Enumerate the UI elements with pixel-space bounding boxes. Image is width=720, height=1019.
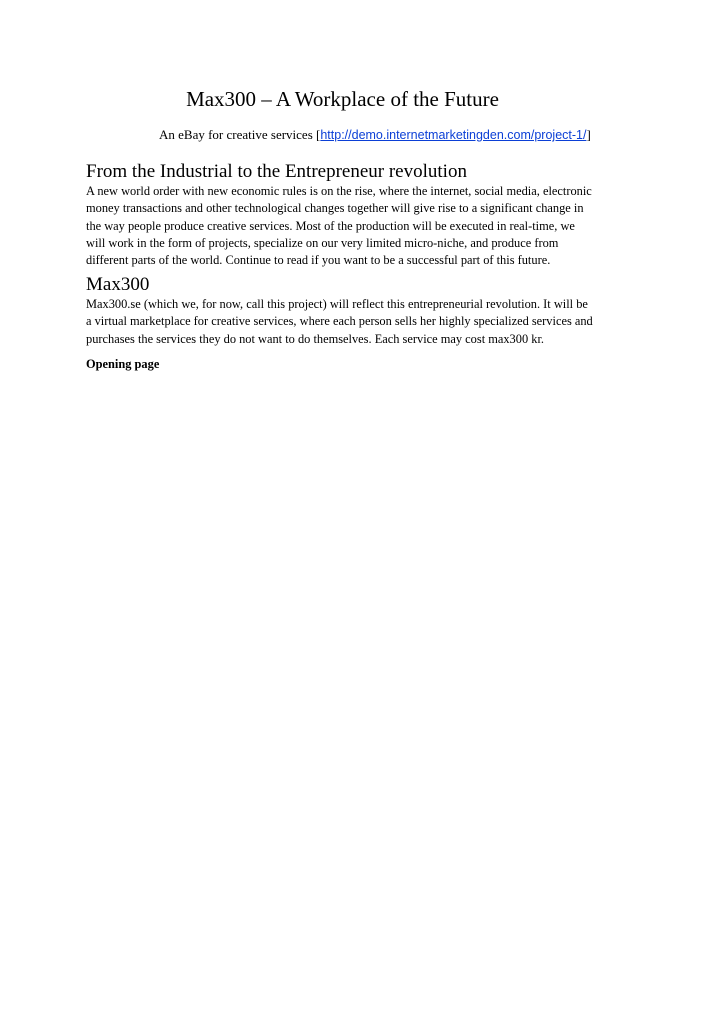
section-entrepreneur-revolution bbox=[86, 161, 646, 269]
section-max300 bbox=[86, 274, 646, 348]
body-line: a virtual marketplace for creative services, where each person sells her highly specialized services and bbox=[86, 314, 593, 329]
section-heading: From the Industrial to the Entrepreneur revolution bbox=[86, 161, 467, 182]
body-line: purchases the services they do not want to do themselves. Each service may cost max300 kr. bbox=[86, 331, 544, 346]
body-line: different parts of the world. Continue to read if you want to be a successful part of this future. bbox=[86, 253, 551, 268]
opening-page-subheading: Opening page bbox=[86, 357, 160, 371]
body-line: the way people produce creative services. Most of the production will be executed in real-time, we bbox=[86, 218, 575, 233]
body-line: Max300.se (which we, for now, call this project) will reflect this entrepreneurial revolution. It will be bbox=[86, 297, 588, 311]
document-subtitle bbox=[159, 126, 591, 144]
project-link[interactable]: http://demo.internetmarketingden.com/project-1/ bbox=[320, 128, 587, 142]
subtitle-suffix: ] bbox=[586, 127, 591, 142]
body-line: money transactions and other technological changes together will give rise to a significant change in bbox=[86, 201, 584, 216]
subtitle-prefix: An eBay for creative services [ bbox=[159, 127, 321, 142]
body-line: will work in the form of projects, specialize on our very limited micro-niche, and produce from bbox=[86, 235, 559, 250]
document-title: Max300 – A Workplace of the Future bbox=[186, 87, 499, 111]
body-line: A new world order with new economic rules is on the rise, where the internet, social media, electronic bbox=[86, 184, 592, 198]
section-body bbox=[86, 296, 646, 348]
section-body bbox=[86, 183, 646, 269]
section-heading: Max300 bbox=[86, 274, 150, 295]
